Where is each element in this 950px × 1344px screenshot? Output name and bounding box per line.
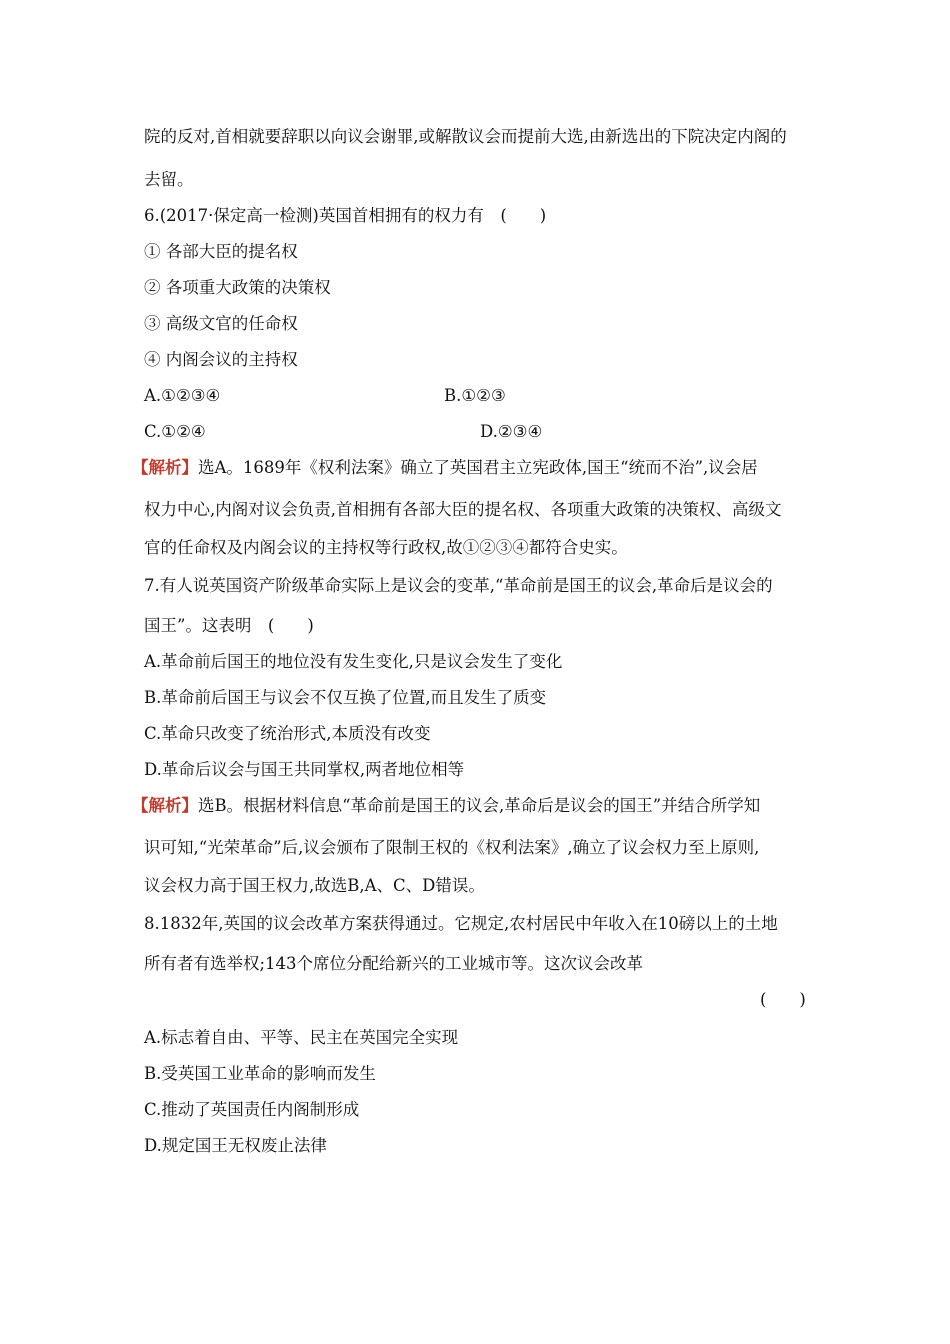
q6-analysis-tag: 【解析】: [132, 458, 198, 477]
q7-stem-line-2: 国王”。这表明 ( ): [144, 616, 314, 635]
q6-analysis-line-1: [132, 458, 802, 478]
q6-analysis-line-2: 权力中心,内阁对议会负责,首相拥有各部大臣的提名权、各项重大政策的决策权、高级文: [144, 500, 782, 519]
q7-analysis-line-3: 议会权力高于国王权力,故选B,A、C、D错误。: [144, 876, 485, 895]
q6-option-row-1: [144, 386, 814, 406]
q7-analysis-line-1: [132, 796, 802, 816]
q6-item-1: ① 各部大臣的提名权: [144, 242, 298, 261]
continuation-line-1: 院的反对,首相就要辞职以向议会谢罪,或解散议会而提前大选,由新选出的下院决定内阁的: [144, 127, 787, 146]
q8-option-c: C.推动了英国责任内阁制形成: [144, 1100, 360, 1119]
q6-analysis-line-3: 官的任命权及内阁会议的主持权等行政权,故①②③④都符合史实。: [144, 538, 628, 557]
q7-analysis-text-1: 选B。根据材料信息“革命前是国王的议会,革命后是议会的国王”并结合所学知: [198, 796, 761, 815]
q6-option-row-2: [144, 422, 814, 442]
q8-option-a: A.标志着自由、平等、民主在英国完全实现: [144, 1028, 459, 1047]
q7-option-d: D.革命后议会与国王共同掌权,两者地位相等: [144, 760, 465, 779]
continuation-line-2: 去留。: [144, 170, 194, 189]
q6-stem: 6.(2017·保定高一检测)英国首相拥有的权力有 ( ): [144, 206, 547, 225]
q6-option-a: A.①②③④: [144, 386, 221, 405]
q7-option-a: A.革命前后国王的地位没有发生变化,只是议会发生了变化: [144, 652, 563, 671]
q6-option-b: B.①②③: [444, 386, 506, 405]
q8-answer-bracket: ( ): [760, 990, 806, 1009]
q8-stem-line-1: 8.1832年,英国的议会改革方案获得通过。它规定,农村居民中年收入在10磅以上的土地: [144, 914, 778, 933]
q6-item-4: ④ 内阁会议的主持权: [144, 350, 298, 369]
q7-option-c: C.革命只改变了统治形式,本质没有改变: [144, 724, 431, 743]
q7-option-b: B.革命前后国王与议会不仅互换了位置,而且发生了质变: [144, 688, 547, 707]
q7-analysis-line-2: 识可知,“光荣革命”后,议会颁布了限制王权的《权利法案》,确立了议会权力至上原则,: [144, 838, 760, 857]
q6-option-d: D.②③④: [480, 422, 543, 441]
q6-item-3: ③ 高级文官的任命权: [144, 314, 298, 333]
q6-analysis-text-1: 选A。1689年《权利法案》确立了英国君主立宪政体,国王“统而不治”,议会居: [198, 458, 758, 477]
q8-option-d: D.规定国王无权废止法律: [144, 1136, 327, 1155]
q8-stem-line-2: 所有者有选举权;143个席位分配给新兴的工业城市等。这次议会改革: [144, 954, 644, 973]
q7-analysis-tag: 【解析】: [132, 796, 198, 815]
q6-option-c: C.①②④: [144, 422, 206, 441]
q6-item-2: ② 各项重大政策的决策权: [144, 278, 331, 297]
q8-option-b: B.受英国工业革命的影响而发生: [144, 1064, 376, 1083]
q7-stem-line-1: 7.有人说英国资产阶级革命实际上是议会的变革,“革命前是国王的议会,革命后是议会的: [144, 576, 773, 595]
